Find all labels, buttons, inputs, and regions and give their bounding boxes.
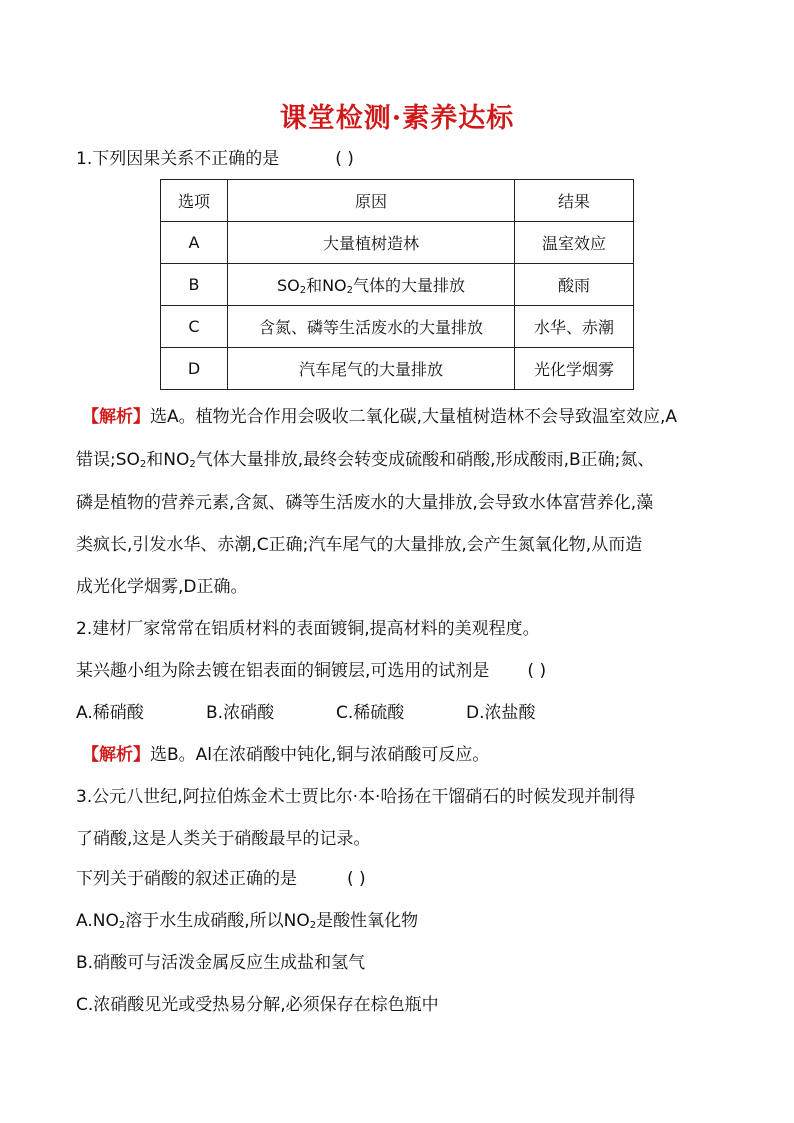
question-1-stem [76,148,354,170]
table-cell: 光化学烟雾 [515,348,634,390]
subscript: 2 [139,459,147,470]
question-2-line [76,660,546,682]
option-d: D.浓盐酸 [466,703,536,723]
question-3-text: 下列关于硝酸的叙述正确的是 [76,869,297,889]
option-b: B.浓硝酸 [206,703,275,723]
table-header-cell: 原因 [228,180,515,222]
option-text: 是酸性氧化物 [316,911,419,931]
analysis-tag: 【解析】 [82,407,150,427]
table-cell: 汽车尾气的大量排放 [228,348,515,390]
table-row [161,306,634,348]
table-header-cell: 结果 [515,180,634,222]
analysis-text: 错误;SO [76,450,140,470]
question-2-options [76,702,596,724]
question-3-line: 3.公元八世纪,阿拉伯炼金术士贾比尔·本·哈扬在干馏硝石的时候发现并制得 [76,787,636,807]
page-title: 课堂检测·素养达标 [279,103,515,134]
answer-blank: ( ) [335,149,354,169]
cell-text: 气体的大量排放 [353,276,466,295]
subscript: 2 [118,920,126,931]
question-3-line [76,868,366,890]
option-text: 溶于水生成硝酸,所以NO [125,911,310,931]
table-cell: C [161,306,228,348]
question-3-line: 了硝酸,这是人类关于硝酸最早的记录。 [76,829,371,849]
analysis-text: 选B。Al在浓硝酸中钝化,铜与浓硝酸可反应。 [150,745,490,765]
analysis-text: 和NO [146,450,190,470]
analysis-line [82,744,489,766]
option-c: C.稀硫酸 [336,703,405,723]
analysis-line: 成光化学烟雾,D正确。 [76,577,248,597]
option-c: C.浓硝酸见光或受热易分解,必须保存在棕色瓶中 [76,995,439,1015]
question-2-line: 2.建材厂家常常在铝质材料的表面镀铜,提高材料的美观程度。 [76,619,540,639]
option-a: A.稀硝酸 [76,703,144,723]
table-cell: 大量植树造林 [228,222,515,264]
analysis-line [76,449,654,476]
subscript: 2 [346,285,354,296]
table-header-row [161,180,634,222]
answer-blank: ( ) [347,869,366,889]
table-cell: 水华、赤潮 [515,306,634,348]
table-row [161,222,634,264]
analysis-line: 类疯长,引发水华、赤潮,C正确;汽车尾气的大量排放,会产生氮氧化物,从而造 [76,535,643,555]
question-1-text: 1.下列因果关系不正确的是 [76,149,280,169]
analysis-text: 选A。植物光合作用会吸收二氧化碳,大量植树造林不会导致温室效应,A [150,407,678,427]
table-cell: 温室效应 [515,222,634,264]
options-table [160,179,634,390]
analysis-line: 磷是植物的营养元素,含氮、磷等生活废水的大量排放,会导致水体富营养化,藻 [76,493,654,513]
table-cell: 酸雨 [515,264,634,306]
formula-text: 和NO [306,276,347,295]
option-a [76,910,418,937]
option-b: B.硝酸可与活泼金属反应生成盐和氢气 [76,953,366,973]
table-cell: 含氮、磷等生活废水的大量排放 [228,306,515,348]
table-cell: D [161,348,228,390]
subscript: 2 [309,920,317,931]
analysis-tag: 【解析】 [82,745,150,765]
formula-text: SO [276,276,300,295]
question-2-text: 某兴趣小组为除去镀在铝表面的铜镀层,可选用的试剂是 [76,661,490,681]
table-cell: B [161,264,228,306]
table-row [161,264,634,306]
analysis-line [82,406,677,428]
subscript: 2 [299,285,307,296]
answer-blank: ( ) [527,661,547,681]
option-text: A.NO [76,911,119,931]
table-cell: A [161,222,228,264]
table-row [161,348,634,390]
table-cell [228,264,515,306]
analysis-text: 气体大量排放,最终会转变成硫酸和硝酸,形成酸雨,B正确;氮、 [195,450,655,470]
table-header-cell: 选项 [161,180,228,222]
subscript: 2 [189,459,196,470]
